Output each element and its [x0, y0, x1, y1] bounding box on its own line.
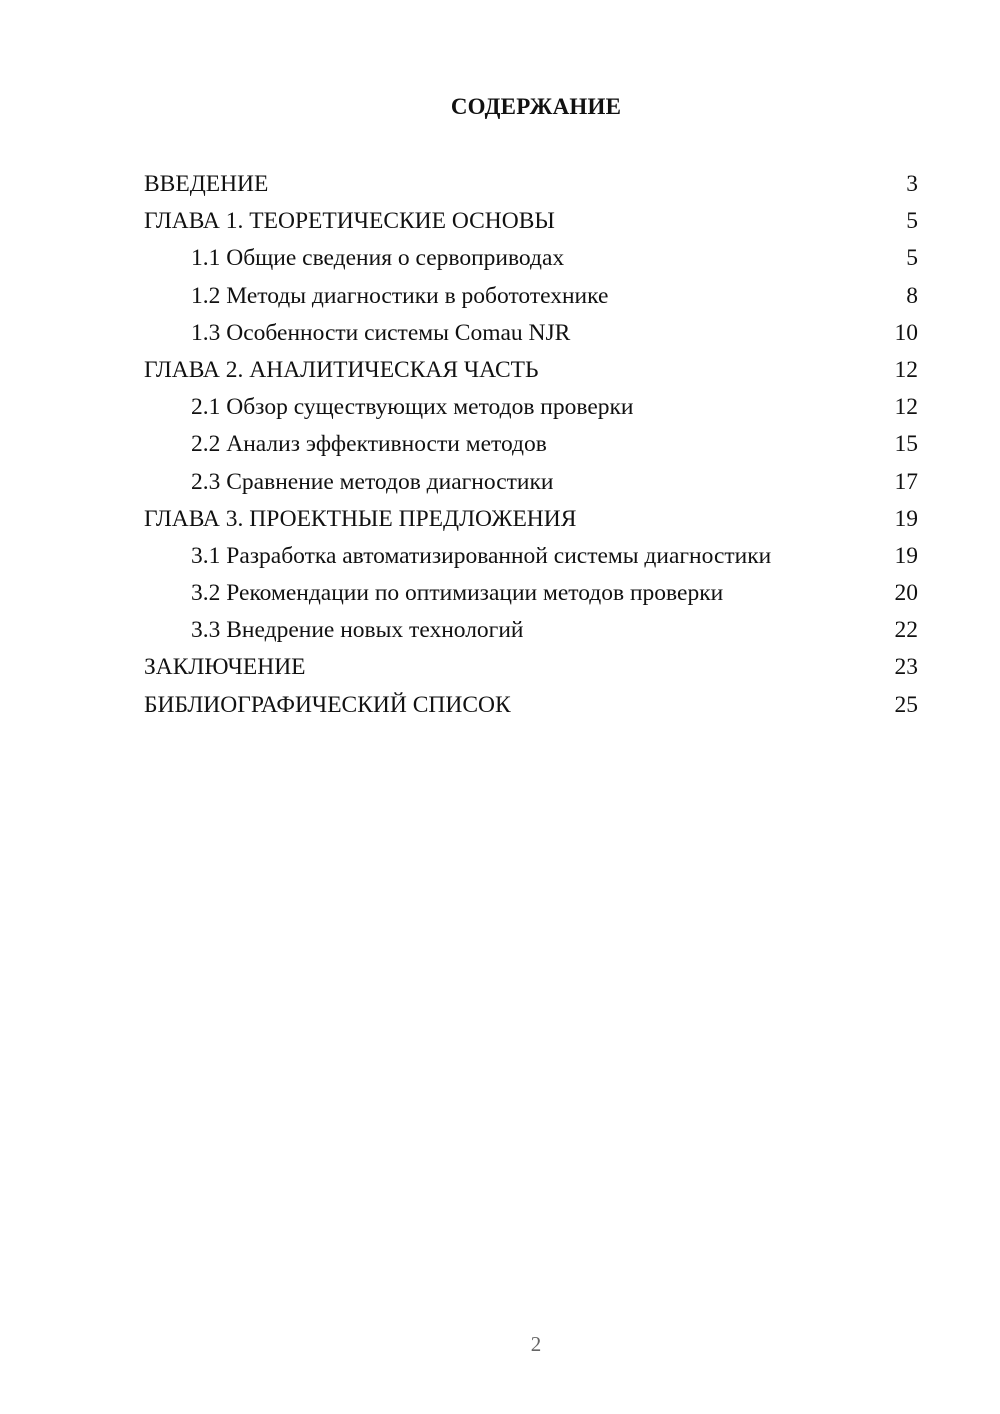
toc-entry-bibliography[interactable]	[144, 687, 918, 724]
toc-entry-label: 1.1 Общие сведения о сервоприводах	[191, 245, 565, 272]
toc-entry-page: 3	[906, 171, 918, 197]
toc-entry-section-2-1[interactable]	[144, 389, 918, 426]
toc-entry-label: ВВЕДЕНИЕ	[144, 171, 269, 197]
toc-entry-page: 5	[906, 208, 918, 235]
toc-entry-chapter-2[interactable]	[144, 352, 918, 389]
toc-entry-page: 5	[906, 245, 918, 272]
toc-entry-page: 25	[894, 691, 918, 718]
toc-entry-label: 3.1 Разработка автоматизированной системы диагностики	[191, 542, 772, 569]
toc-entry-page: 19	[894, 505, 918, 532]
toc-entry-label: ГЛАВА 3. ПРОЕКТНЫЕ ПРЕДЛОЖЕНИЯ	[144, 505, 577, 532]
toc-entry-section-1-1[interactable]	[144, 240, 918, 277]
toc-entry-page: 17	[894, 468, 918, 495]
table-of-contents	[144, 166, 918, 724]
toc-entry-page: 22	[894, 617, 918, 644]
toc-entry-label: ГЛАВА 2. АНАЛИТИЧЕСКАЯ ЧАСТЬ	[144, 356, 539, 383]
toc-entry-label: БИБЛИОГРАФИЧЕСКИЙ СПИСОК	[144, 691, 511, 718]
toc-entry-page: 8	[906, 282, 918, 309]
toc-entry-page: 23	[894, 654, 918, 681]
toc-entry-page: 10	[894, 319, 918, 346]
toc-entry-section-1-2[interactable]	[144, 278, 918, 315]
toc-entry-chapter-3[interactable]	[144, 501, 918, 538]
toc-entry-conclusion[interactable]	[144, 649, 918, 686]
toc-entry-label: 2.1 Обзор существующих методов проверки	[191, 394, 634, 421]
toc-entry-page: 12	[894, 394, 918, 421]
toc-entry-label: 1.2 Методы диагностики в робототехнике	[191, 282, 609, 309]
toc-entry-label: 2.2 Анализ эффективности методов	[191, 431, 547, 458]
toc-entry-label: 3.3 Внедрение новых технологий	[191, 617, 524, 644]
page-title: СОДЕРЖАНИЕ	[450, 94, 622, 119]
toc-entry-label: 2.3 Сравнение методов диагностики	[191, 468, 554, 495]
toc-entry-page: 20	[894, 580, 918, 607]
toc-entry-introduction[interactable]	[144, 166, 918, 203]
toc-entry-page: 12	[894, 356, 918, 383]
toc-entry-label: 1.3 Особенности системы Comau NJR	[191, 319, 571, 346]
toc-entry-label: ЗАКЛЮЧЕНИЕ	[144, 654, 306, 681]
toc-entry-section-1-3[interactable]	[144, 315, 918, 352]
page-number: 2	[530, 1332, 542, 1356]
toc-entry-section-3-3[interactable]	[144, 612, 918, 649]
toc-entry-section-2-2[interactable]	[144, 426, 918, 463]
toc-entry-section-2-3[interactable]	[144, 464, 918, 501]
toc-entry-page: 19	[894, 542, 918, 569]
toc-entry-label: ГЛАВА 1. ТЕОРЕТИЧЕСКИЕ ОСНОВЫ	[144, 208, 555, 235]
toc-entry-section-3-1[interactable]	[144, 538, 918, 575]
toc-entry-page: 15	[894, 431, 918, 458]
toc-entry-section-3-2[interactable]	[144, 575, 918, 612]
toc-entry-label: 3.2 Рекомендации по оптимизации методов проверки	[191, 580, 724, 607]
toc-entry-chapter-1[interactable]	[144, 203, 918, 240]
